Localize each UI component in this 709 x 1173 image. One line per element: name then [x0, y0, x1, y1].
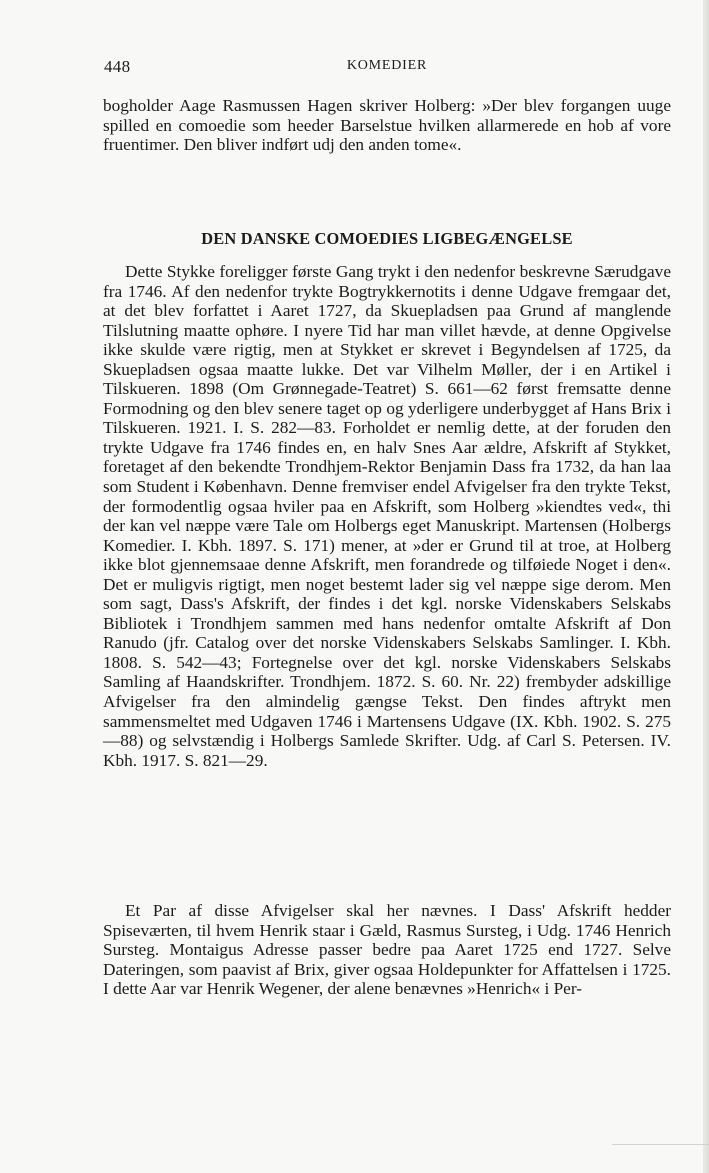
- scan-edge-line: [612, 1144, 709, 1145]
- section-heading: DEN DANSKE COMOEDIES LIGBEGÆNGELSE: [201, 229, 573, 248]
- intro-paragraph-block: [103, 96, 671, 155]
- page-edge-shadow: [703, 0, 709, 1173]
- main-paragraph-block: [103, 262, 671, 770]
- paragraph-2: Et Par af disse Afvigelser skal her nævnes. I Dass' Afskrift hedder Spiseværten, til hvem Henrik staar i Gæld, Rasmus Sursteg, i Udg. 1746 Henrich Sursteg. Montaigus Adresse passer bedre paa Aaret 1725 end 1727. Selve Dateringen, som paavist af Brix, giver ogsaa Holdepunkter for Affattelsen i 1725. I dette Aar var Henrik Wegener, der alene benævnes »Henrich« i Per-: [103, 901, 671, 999]
- page-header: [104, 57, 670, 79]
- running-head: KOMEDIER: [346, 58, 428, 73]
- final-paragraph-block: [103, 901, 671, 999]
- page-number: 448: [104, 57, 131, 76]
- intro-paragraph: bogholder Aage Rasmussen Hagen skriver Holberg: »Der blev forgangen uuge spilled en comoedie som heeder Barselstue hvilken allarmerede en hob af vore fruentimer. Den bliver indført udj den anden tome«.: [103, 96, 671, 155]
- paragraph-1: Dette Stykke foreligger første Gang trykt i den nedenfor beskrevne Særudgave fra 1746. Af den nedenfor trykte Bogtrykkernotits i denne Udgave fremgaar det, at det blev forfattet i Aaret 1727, da Skuepladsen paa Grund af manglende Tilslutning maatte ophøre. I nyere Tid har man villet hævde, at denne Opgivelse ikke skulde være rigtig, men at Stykket er skrevet i Begyndelsen af 1725, da Skuepladsen ogsaa maatte lukke. Det var Vilhelm Møller, der i en Artikel i Tilskueren. 1898 (Om Grønnegade-Teatret) S. 661—62 først fremsatte denne Formodning og den blev senere taget op og yderligere underbygget af Hans Brix i Tilskueren. 1921. I. S. 282—83. Forholdet er nemlig dette, at der foruden den trykte Udgave fra 1746 findes en, en halv Snes Aar ældre, Afskrift af Stykket, foretaget af den bekendte Trondhjem-Rektor Benjamin Dass fra 1732, da han laa som Student i København. Denne fremviser endel Afvigelser fra den trykte Tekst, der formodentlig ogsaa hviler paa en Afskrift, som Holberg »kiendtes ved«, thi der kan vel næppe være Tale om Holbergs eget Manuskript. Martensen (Holbergs Komedier. I. Kbh. 1897. S. 171) mener, at »der er Grund til at troe, at Holberg ikke blot gjennemsaae denne Afskrift, men forandrede og tilføiede Noget i den«. Det er muligvis rigtigt, men noget bestemt lader sig vel næppe sige derom. Men som sagt, Dass's Afskrift, der findes i det kgl. norske Videnskabers Selskabs Bibliotek i Trondhjem sammen med hans nedenfor omtalte Afskrift af Don Ranudo (jfr. Catalog over det norske Videnskabers Selskabs Samlinger. I. Kbh. 1808. S. 542—43; Fortegnelse over det kgl. norske Videnskabers Selskabs Samling af Haandskrifter. Trondhjem. 1872. S. 60. Nr. 22) frembyder adskillige Afvigelser fra den almindelig gængse Tekst. Den findes aftrykt men sammensmeltet med Udgaven 1746 i Martensens Udgave (IX. Kbh. 1902. S. 275—88) og selvstændig i Holbergs Samlede Skrifter. Udg. af Carl S. Petersen. IV. Kbh. 1917. S. 821—29.: [103, 262, 671, 770]
